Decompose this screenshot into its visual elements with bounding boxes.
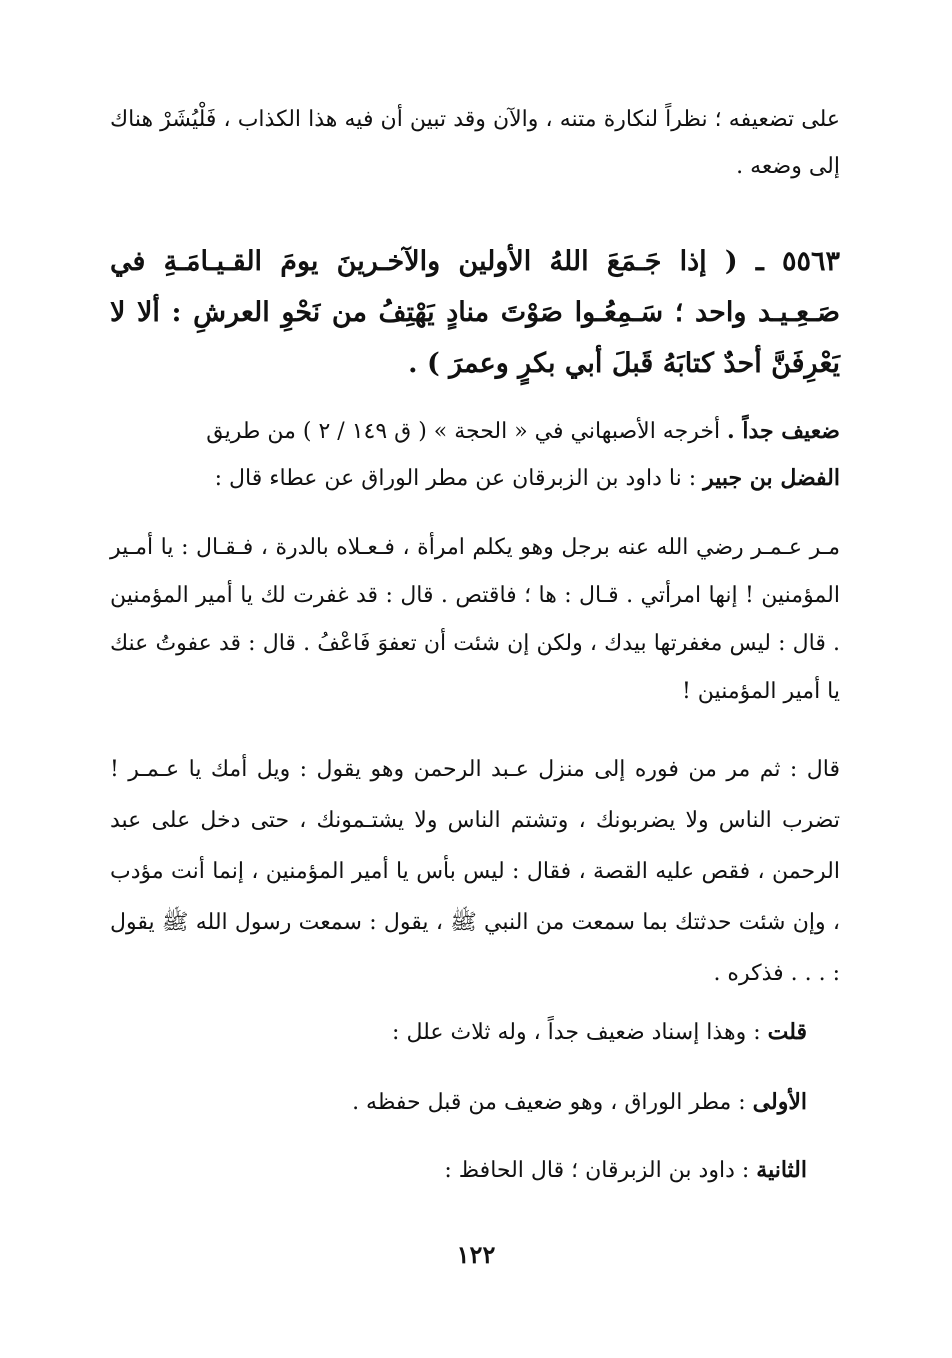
intro-paragraph: على تضعيفه ؛ نظراً لنكارة متنه ، والآن وقد تبين أن فيه هذا الكذاب ، فَلْيُشَرْ هناك إلى وضعه . xyxy=(110,107,840,179)
second-defect-label: الثانية xyxy=(756,1157,807,1183)
story-paragraph-1: مـر عـمـر رضي الله عنه برجل وهو يكلم امرأة ، فـعـلاه بالدرة ، فـقـال : يا أمـير المؤمنين ! إنها امرأتي . قـال : ها ؛ فاقتص . قال : قد غفرت لك يا أمير المؤمنين . قال : ليس مغفرتها بيدك ، ولكن إن شئت أن تعفوَ فَاعْفُ . قال : قد عفوتُ عنك يا أمير المؤمنين ! xyxy=(110,535,840,704)
first-defect-text: : مطر الوراق ، وهو ضعيف من قبل حفظه . xyxy=(352,1090,753,1115)
grading-label: ضعيف جداً . xyxy=(727,418,840,444)
comment-paragraph xyxy=(110,1012,807,1053)
hadith-heading: ٥٥٦٣ ـ ( إذا جَـمَعَ اللهُ الأولين والآخـرينَ يومَ القـيـامَـةِ في صَـعِـيـد واحد ؛ سَـمِعُـوا صَوْتَ منادٍ يَهْتِفُ من نَحْوِ العرشِ : ألا لا يَعْرِفَنَّ أحدٌ كتابَهُ قَبلَ أبي بكرٍ وعمرَ ) . xyxy=(110,246,840,379)
takhrij-paragraph xyxy=(110,408,840,502)
comment-text: : وهذا إسناد ضعيف جداً ، وله ثلاث علل : xyxy=(392,1020,768,1045)
page-number: ١٢٢ xyxy=(456,1240,496,1269)
first-defect-paragraph xyxy=(110,1082,807,1123)
narrator-name: الفضل بن جبير xyxy=(703,465,840,491)
takhrij-source: أخرجه الأصبهاني في « الحجة » ( ق ١٤٩ / ٢ ) من طريق xyxy=(206,419,728,444)
second-defect-paragraph xyxy=(110,1150,807,1191)
first-defect-label: الأولى xyxy=(752,1089,807,1115)
second-defect-text: : داود بن الزبرقان ؛ قال الحافظ : xyxy=(444,1158,757,1183)
isnad-chain: : نا داود بن الزبرقان عن مطر الوراق عن عطاء قال : xyxy=(214,466,704,491)
comment-label: قلت xyxy=(767,1019,807,1045)
story-paragraph-2: قال : ثم مر من فوره إلى منزل عـبد الرحمن وهو يقول : ويل أمك يا عـمـر ! تضرب الناس ولا يضربونك ، وتشتم الناس ولا يشتـمونك ، حتى دخل على عبد الرحمن ، فقص عليه القصة ، فقال : ليس بأس يا أمير المؤمنين ، إنما أنت مؤدب ، وإن شئت حدثتك بما سمعت من النبي ﷺ ، يقول : سمعت رسول الله ﷺ يقول : . . . فذكره . xyxy=(110,757,840,986)
